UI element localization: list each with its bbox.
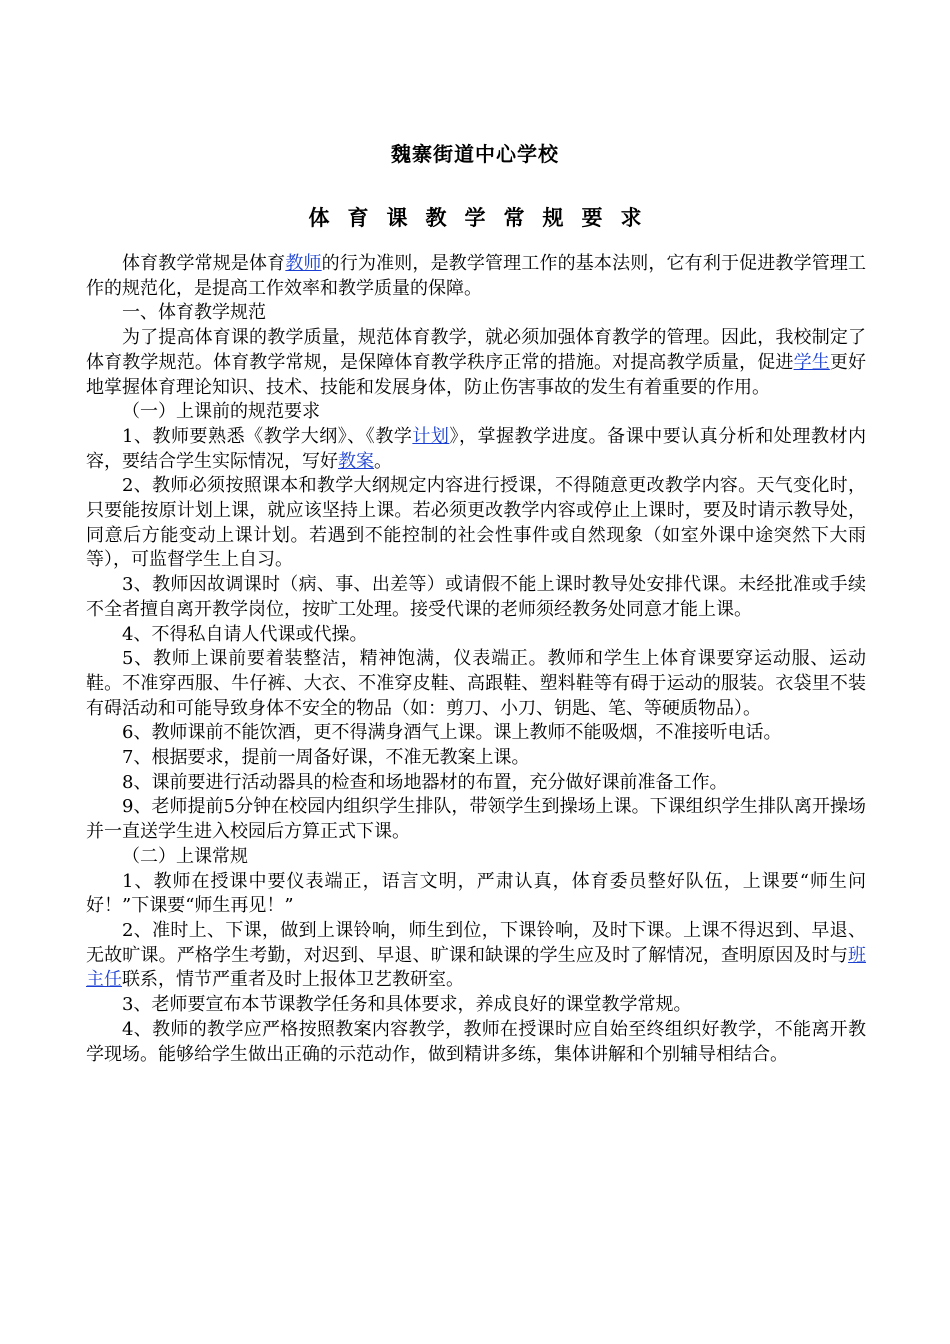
intro-text-pre: 体育教学常规是体育 <box>122 253 286 274</box>
section-1-text-pre: 为了提高体育课的教学质量，规范体育教学，就必须加强体育教学的管理。因此，我校制定了体育教学规范。体育教学常规，是保障体育教学秩序正常的措施。对提高教学质量，促进 <box>86 327 866 373</box>
subsection-2-item-3: 3、老师要宣布本节课教学任务和具体要求，养成良好的课堂教学常规。 <box>122 994 692 1016</box>
subsection-2-heading: （二）上课常规 <box>122 845 248 867</box>
link-lesson-plan[interactable]: 教案 <box>338 450 374 472</box>
subsection-1-item-4: 4、不得私自请人代课或代操。 <box>122 623 368 645</box>
subsection-1-item-7: 7、根据要求，提前一周备好课，不准无教案上课。 <box>122 747 530 769</box>
subsection-2-item-1: 1、教师在授课中要仪表端正，语言文明，严肃认真，体育委员整好队伍，上课要“师生问好！”下课要“师生再见！” <box>86 870 866 917</box>
subsection-1-heading: （一）上课前的规范要求 <box>122 401 320 423</box>
intro-paragraph <box>86 252 866 301</box>
item-1-text-post: 。 <box>374 450 392 472</box>
item-1-text-pre: 1、教师要熟悉《教学大纲》、《教学 <box>122 425 413 447</box>
item-2-2-text-pre: 2、准时上、下课，做到上课铃响，师生到位，下课铃响，及时下课。上课不得迟到、早退、无故旷课。严格学生考勤，对迟到、早退、旷课和缺课的学生应及时了解情况，查明原因及时与 <box>86 919 866 966</box>
subsection-2-item-2 <box>86 919 866 993</box>
subsection-1-item-9: 9、老师提前5分钟在校园内组织学生排队，带领学生到操场上课。下课组织学生排队离开操场并一直送学生进入校园后方算正式下课。 <box>86 796 866 843</box>
subsection-1-item-3: 3、教师因故调课时（病、事、出差等）或请假不能上课时教导处安排代课。未经批准或手续不全者擅自离开教学岗位，按旷工处理。接受代课的老师须经教务处同意才能上课。 <box>86 574 866 620</box>
subsection-1-item-1 <box>86 425 866 474</box>
section-1-heading: 一、体育教学规范 <box>122 302 266 324</box>
item-2-2-text-post: 联系，情节严重者及时上报体卫艺教研室。 <box>122 969 464 991</box>
subsection-2-item-4: 4、教师的教学应严格按照教案内容教学，教师在授课时应自始至终组织好教学，不能离开教学现场。能够给学生做出正确的示范动作，做到精讲多练，集体讲解和个别辅导相结合。 <box>86 1018 866 1065</box>
link-head-teacher[interactable]: 班主任 <box>86 944 866 991</box>
intro-text-post: 的行为准则，是教学管理工作的基本法则，它有利于促进教学管理工作的规范化，是提高工作效率和教学质量的保障。 <box>86 253 867 299</box>
document-title: 体育课教学常规要求 <box>308 205 660 230</box>
subsection-1-item-2: 2、教师必须按照课本和教学大纲规定内容进行授课，不得随意更改教学内容。天气变化时，只要能按原计划上课，就应该坚持上课。若必须更改教学内容或停止上课时，要及时请示教导处，同意后方能变动上课计划。若遇到不能控制的社会性事件或自然现象（如室外课中途突然下大雨等），可监督学生上自习。 <box>86 475 866 571</box>
school-name: 魏寨街道中心学校 <box>391 142 559 166</box>
item-1-text-mid: 》，掌握教学进度。备课中要认真分析和处理教材内容，要结合学生实际情况，写好 <box>86 425 867 472</box>
subsection-1-item-8: 8、课前要进行活动器具的检查和场地器材的布置，充分做好课前准备工作。 <box>122 771 728 793</box>
link-teacher[interactable]: 教师 <box>285 253 322 274</box>
subsection-1-item-6: 6、教师课前不能饮酒，更不得满身酒气上课。课上教师不能吸烟，不准接听电话。 <box>122 722 782 744</box>
subsection-1-item-5: 5、教师上课前要着装整洁，精神饱满，仪表端正。教师和学生上体育课要穿运动服、运动鞋。不准穿西服、牛仔裤、大衣、不准穿皮鞋、高跟鞋、塑料鞋等有碍于运动的服装。衣袋里不装有碍活动和可能导致身体不安全的物品（如：剪刀、小刀、钥匙、笔、等硬质物品）。 <box>86 648 866 719</box>
section-1-text-post: 更好地掌握体育理论知识、技术、技能和发展身体，防止伤害事故的发生有着重要的作用。 <box>86 351 867 398</box>
section-1-paragraph <box>86 326 866 400</box>
link-plan[interactable]: 计划 <box>412 425 450 447</box>
document-body <box>86 252 866 1067</box>
link-student[interactable]: 学生 <box>793 351 830 373</box>
